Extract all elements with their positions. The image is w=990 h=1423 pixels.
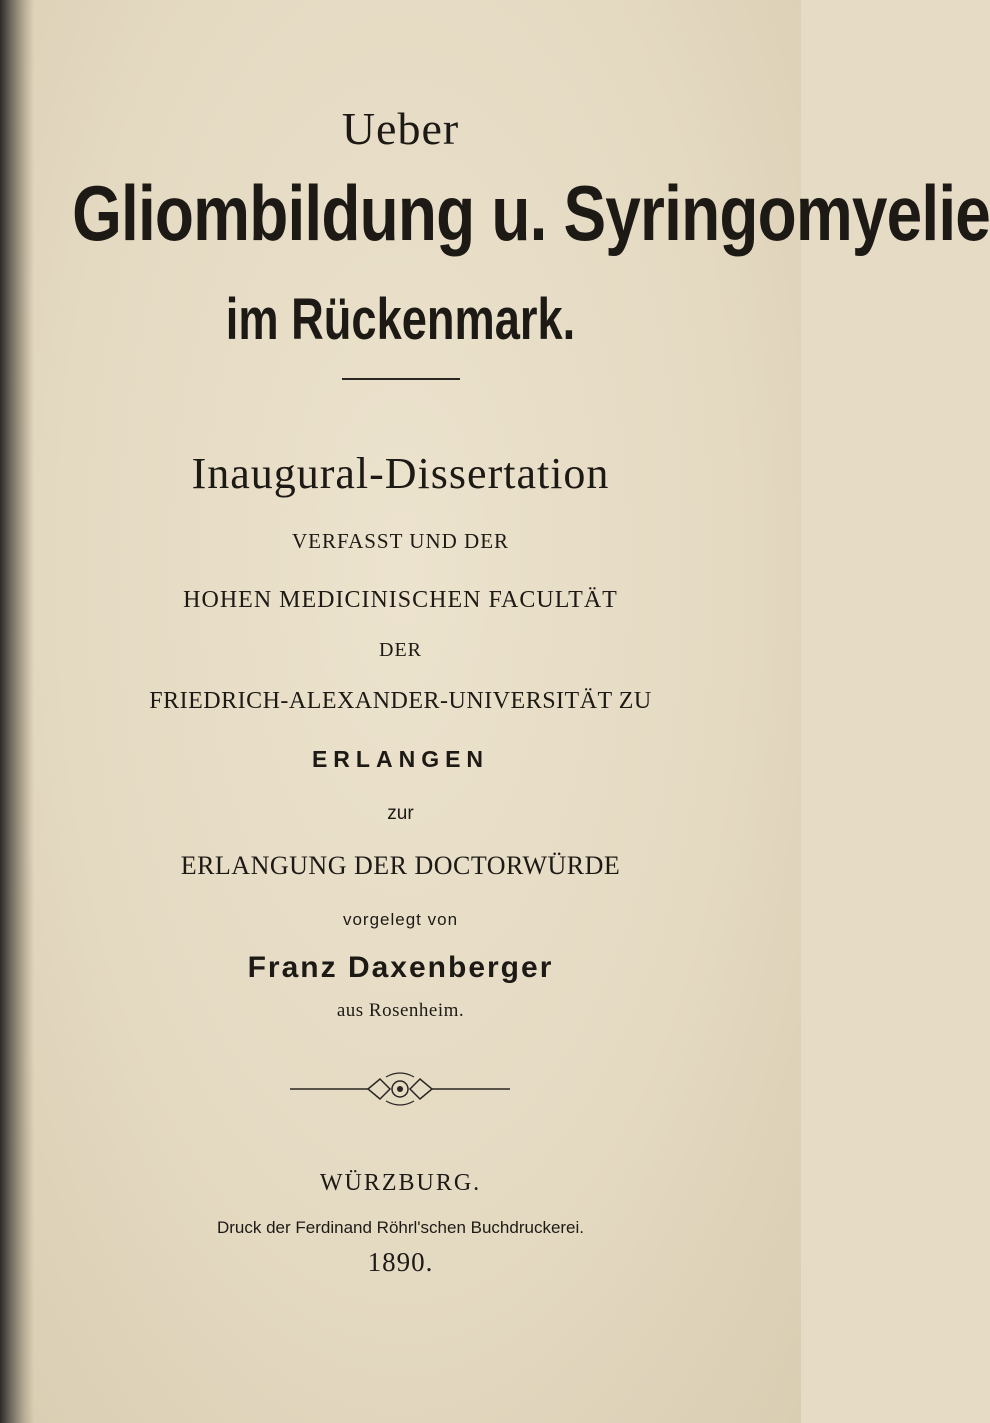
imprint-city: WÜRZBURG.: [319, 1170, 482, 1196]
author-name: Franz Daxenberger: [247, 951, 554, 984]
imprint-year: 1890.: [367, 1247, 434, 1277]
verfasst-line: VERFASST UND DER: [291, 529, 510, 553]
floral-ornament-icon: [290, 1069, 510, 1109]
city-line: ERLANGEN: [311, 746, 490, 772]
subtitle: im Rückenmark.: [225, 287, 576, 352]
der-line: DER: [379, 639, 422, 661]
document-type: Inaugural-Dissertation: [191, 449, 610, 498]
university-line: FRIEDRICH-ALEXANDER-UNIVERSITÄT ZU: [149, 688, 652, 714]
author-origin: aus Rosenheim.: [336, 1000, 465, 1021]
zur-line: zur: [387, 803, 414, 824]
faculty-line: HOHEN MEDICINISCHEN FACULTÄT: [183, 587, 618, 613]
title-prefix: Ueber: [341, 103, 460, 154]
main-title: Gliombildung u. Syringomyelie: [72, 169, 990, 257]
degree-line: ERLANGUNG DER DOCTORWÜRDE: [180, 851, 621, 880]
imprint-printer: Druck der Ferdinand Röhrl'schen Buchdruckerei.: [216, 1218, 585, 1237]
presented-line: vorgelegt von: [342, 910, 459, 929]
divider-rule: [342, 378, 460, 380]
